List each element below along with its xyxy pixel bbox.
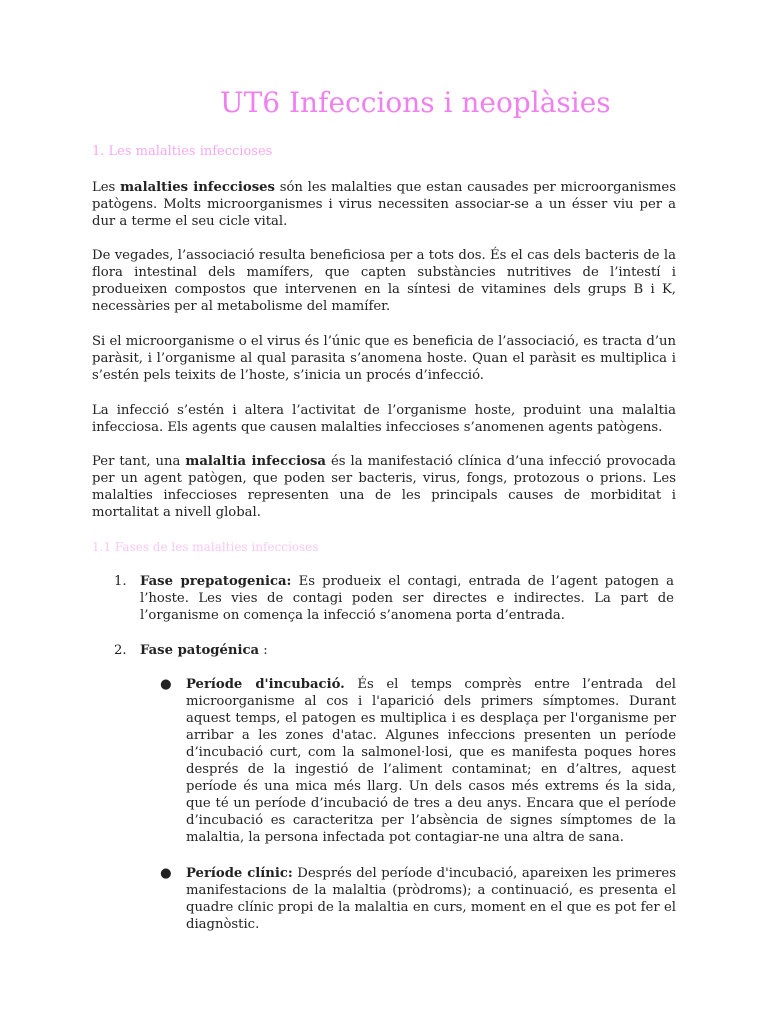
paragraph-5: Per tant, una malaltia infecciosa és la manifestació clínica d’una infecció provocada per un agent patògen, que poden ser bacteris, virus, fongs, protozous o prions. Les malalties infeccioses representen una de les principals causes de morbiditat i mortalitat a nivell global. — [92, 454, 676, 520]
paragraph-3: Si el microorganisme o el virus és l’únic que es beneficia de l’associació, es tracta d’un paràsit, i l’organisme al qual parasita s’anomena hoste. Quan el paràsit es multiplica i s’estén pels teixits de l’hoste, s’inicia un procés d’infecció. — [92, 334, 676, 383]
bold-term: malalties infeccioses — [120, 180, 275, 195]
list-item-label: Fase patogénica — [140, 643, 260, 658]
paragraph-2: De vegades, l’associació resulta beneficiosa per a tots dos. És el cas dels bacteris de la flora intestinal dels mamífers, que capten substàncies nutritives de l’intestí i produeixen compostos que intervenen en la síntesi de vitamines dels grups B i K, necessàries per al metabolisme del mamífer. — [92, 248, 676, 314]
bullet-label: Període d'incubació. — [186, 677, 345, 692]
section-heading-1: 1. Les malalties infeccioses — [92, 144, 273, 159]
paragraph-1: Les malalties infeccioses són les malalties que estan causades per microorganismes patògens. Molts microorganismes i virus necessiten associar-se a un ésser viu per a dur a terme el seu cicle vital. — [92, 180, 676, 229]
bullet-icon: ● — [160, 866, 172, 881]
bullet-icon: ● — [160, 677, 172, 692]
section-heading-1-1: 1.1 Fases de les malalties infeccioses — [92, 540, 319, 554]
bold-term: malaltia infecciosa — [185, 454, 326, 469]
document-title: UT6 Infeccions i neoplàsies — [220, 86, 611, 119]
list-number: 2. — [114, 643, 127, 658]
bullet-label: Període clínic: — [186, 866, 293, 881]
paragraph-4: La infecció s’estén i altera l’activitat de l’organisme hoste, produint una malaltia infecciosa. Els agents que causen malalties infeccioses s’anomenen agents patògens. — [92, 403, 676, 435]
list-number: 1. — [114, 574, 127, 589]
list-item-label: Fase prepatogenica: — [140, 574, 292, 589]
